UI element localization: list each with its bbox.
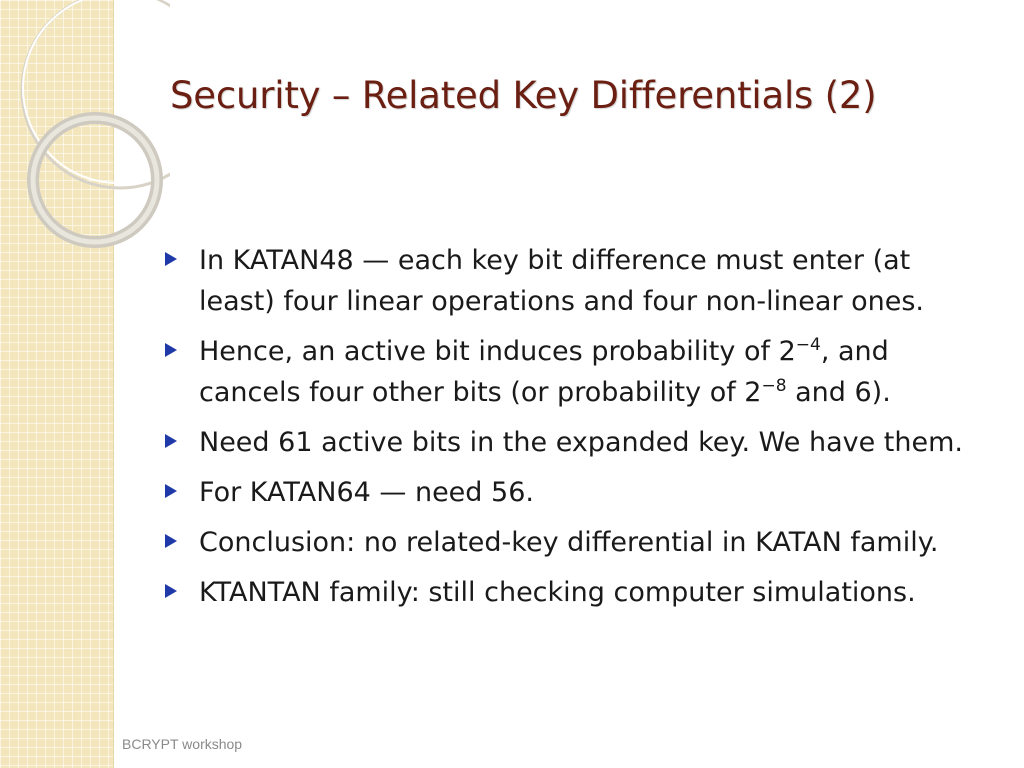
slide-title: Security – Related Key Differentials (2) xyxy=(170,74,877,117)
bullet-item xyxy=(165,240,995,322)
bullet-text: Conclusion: no related-key differential in KATAN family. xyxy=(199,527,939,558)
bullet-text: For KATAN64 — need 56. xyxy=(199,477,534,508)
bullet-item xyxy=(165,331,995,413)
bullet-item xyxy=(165,572,995,613)
decorative-side-strip xyxy=(0,0,114,768)
triangle-right-icon xyxy=(165,252,177,266)
triangle-right-icon xyxy=(165,343,177,357)
bullet-item xyxy=(165,422,995,463)
triangle-right-icon xyxy=(165,484,177,498)
bullet-text: Hence, an active bit induces probability of $2^{-4}$, and cancels four other bits (or probability of $2^{-8}$ and 6). xyxy=(199,335,891,408)
triangle-right-icon xyxy=(165,584,177,598)
bullet-text: KTANTAN family: still checking computer simulations. xyxy=(199,577,916,608)
exponent: −4 xyxy=(795,335,821,355)
footer-label: BCRYPT workshop xyxy=(122,736,243,752)
triangle-right-icon xyxy=(165,434,177,448)
bullet-text: Need 61 active bits in the expanded key. We have them. xyxy=(199,427,963,458)
exponent: −8 xyxy=(761,376,787,396)
bullet-list xyxy=(165,240,995,622)
bullet-item xyxy=(165,472,995,513)
bullet-item xyxy=(165,522,995,563)
bullet-text: In KATAN48 — each key bit difference must enter (at least) four linear operations and four non-linear ones. xyxy=(199,245,925,317)
triangle-right-icon xyxy=(165,534,177,548)
